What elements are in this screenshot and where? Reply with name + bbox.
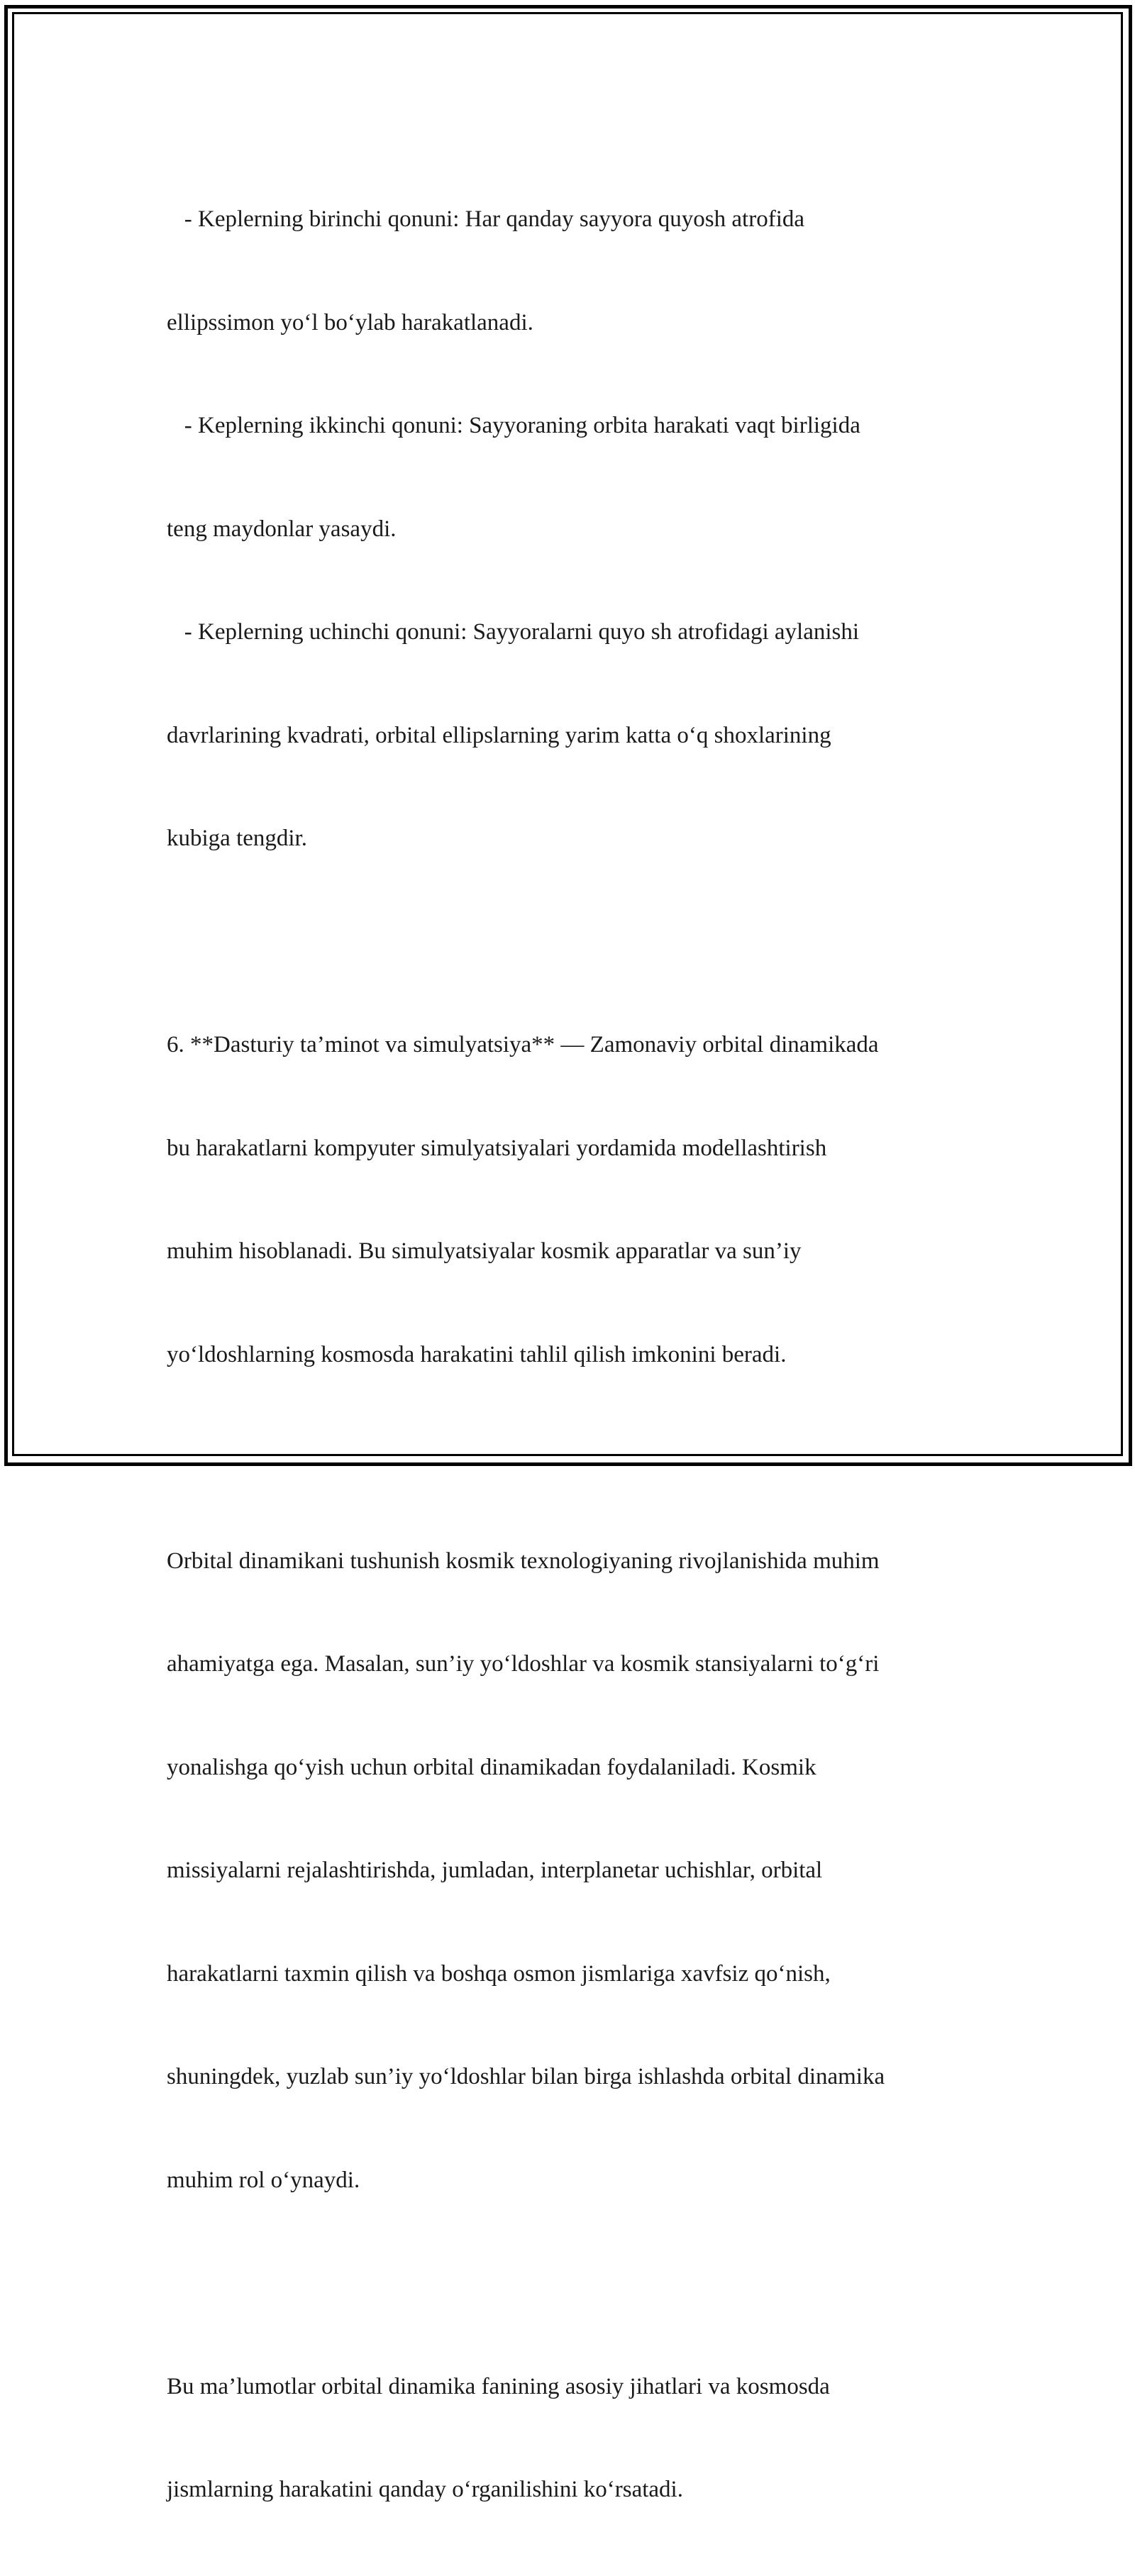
text-line: ahamiyatga ega. Masalan, sun’iy yo‘ldoshlar va kosmik stansiyalarni to‘g‘ri [167,1651,880,1677]
text-line: muhim hisoblanadi. Bu simulyatsiyalar kosmik apparatlar va sun’iy [167,1238,802,1264]
text-line: missiyalarni rejalashtirishda, jumladan, interplanetar uchishlar, orbital [167,1858,823,1883]
text-line: yo‘ldoshlarning kosmosda harakatini tahlil qilish imkonini beradi. [167,1341,787,1367]
text-line: yonalishga qo‘yish uchun orbital dinamikadan foydalaniladi. Kosmik [167,1754,816,1780]
text-line: bu harakatlarni kompyuter simulyatsiyalari yordamida modellashtirish [167,1135,827,1161]
conclusion-paragraph [167,2301,979,2576]
text-line: - Keplerning ikkinchi qonuni: Sayyoraning orbita harakati vaqt birligida [167,413,860,438]
text-line: ellipssimon yo‘l bo‘ylab harakatlanadi. [167,309,533,335]
text-line: - Keplerning uchinchi qonuni: Sayyoralarni quyo sh atrofidagi aylanishi [167,619,860,645]
document-body [167,133,979,2576]
paragraph-gap [167,925,979,960]
text-line: teng maydonlar yasaydi. [167,516,397,542]
software-simulation-paragraph [167,959,979,1440]
text-line: Bu ma’lumotlar orbital dinamika fanining asosiy jihatlari va kosmosda [167,2373,830,2399]
text-line: 6. **Dasturiy ta’minot va simulyatsiya** — Zamonaviy orbital dinamikada [167,1032,879,1057]
text-line: - Keplerning birinchi qonuni: Har qanday sayyora quyosh atrofida [167,206,805,232]
text-line: muhim rol o‘ynaydi. [167,2167,360,2193]
orbital-dynamics-importance-paragraph [167,1475,979,2267]
paragraph-gap [167,2266,979,2301]
text-line: harakatlarni taxmin qilish va boshqa osmon jismlariga xavfsiz qo‘nish, [167,1960,831,1987]
kepler-laws-list [167,133,979,925]
text-line: jismlarning harakatini qanday o‘rganilishini ko‘rsatadi. [167,2477,683,2502]
text-line: kubiga tengdir. [167,826,307,851]
paragraph-gap [167,1440,979,1475]
text-line: Orbital dinamikani tushunish kosmik texnologiyaning rivojlanishida muhim [167,1548,880,1574]
text-line: davrlarining kvadrati, orbital ellipslarning yarim katta o‘q shoxlarining [167,722,831,748]
text-line: shuningdek, yuzlab sun’iy yo‘ldoshlar bilan birga ishlashda orbital dinamika [167,2064,885,2089]
